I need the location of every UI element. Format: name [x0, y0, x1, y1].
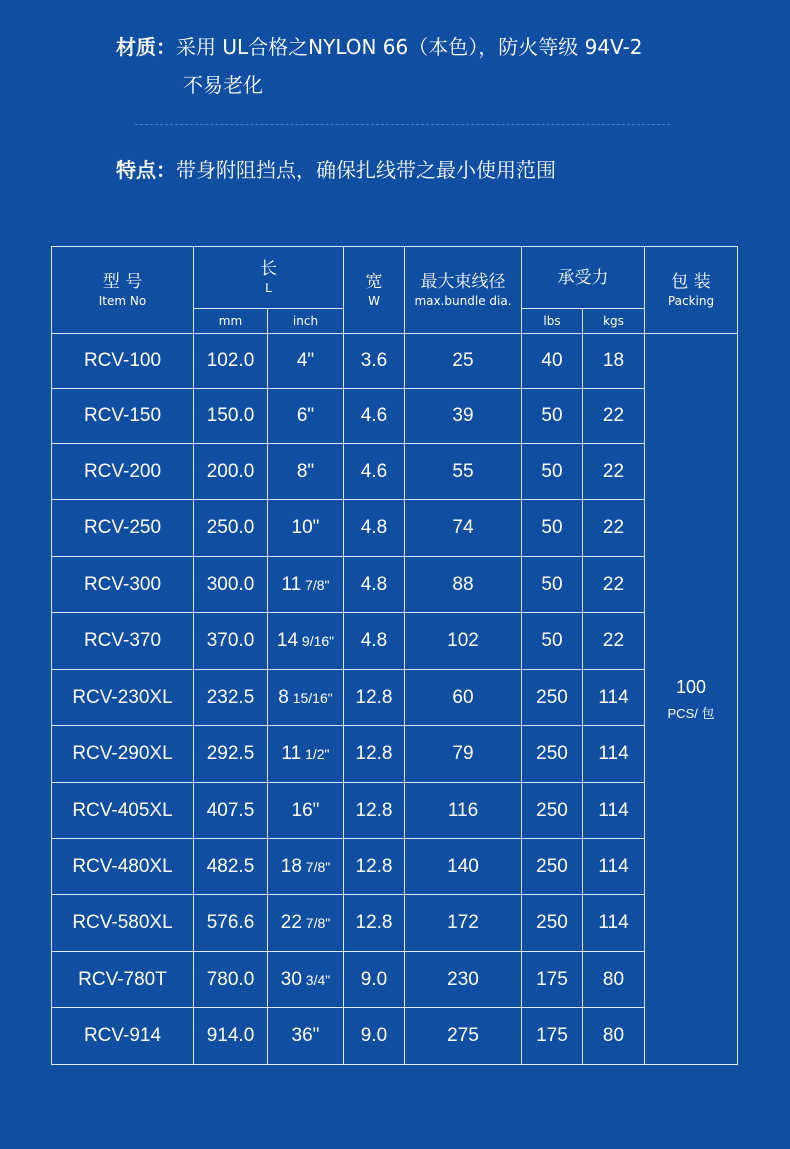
- table-row: [52, 500, 738, 557]
- cell-model: RCV-370: [52, 613, 194, 670]
- cell-length-mm: 914.0: [194, 1008, 268, 1065]
- cell-width: 4.6: [344, 389, 405, 444]
- header-length-inch: inch: [268, 309, 344, 334]
- inch-fraction: 7/8": [301, 858, 331, 875]
- cell-model: RCV-300: [52, 557, 194, 613]
- cell-length-inch: [268, 895, 344, 952]
- cell-bundle: 60: [405, 670, 522, 726]
- cell-kgs: 114: [583, 839, 645, 895]
- cell-length-mm: 780.0: [194, 952, 268, 1008]
- cell-lbs: 250: [522, 839, 583, 895]
- cell-model: RCV-480XL: [52, 839, 194, 895]
- cell-length-mm: 576.6: [194, 895, 268, 952]
- cell-length-mm: 250.0: [194, 500, 268, 557]
- inch-fraction: 9/16": [298, 633, 335, 649]
- material-text: 采用 UL合格之NYLON 66（本色），防火等级 94V-2: [176, 35, 643, 59]
- cell-bundle: 275: [405, 1008, 522, 1065]
- inch-whole: 22: [280, 912, 302, 933]
- cell-kgs: 114: [583, 895, 645, 952]
- cell-width: 12.8: [344, 670, 405, 726]
- table-header: [52, 247, 738, 334]
- cell-model: RCV-200: [52, 444, 194, 500]
- cell-width: 3.6: [344, 334, 405, 389]
- cell-bundle: 172: [405, 895, 522, 952]
- cell-lbs: 175: [522, 952, 583, 1008]
- inch-fraction: 7/8": [301, 576, 330, 593]
- inch-whole: 11: [281, 743, 302, 764]
- cell-width: 12.8: [344, 839, 405, 895]
- cell-lbs: 50: [522, 389, 583, 444]
- cell-length-inch: [268, 1008, 344, 1065]
- material-line: [116, 34, 643, 60]
- table-row: [52, 726, 738, 783]
- inch-whole: 6": [296, 405, 315, 426]
- cell-model: RCV-230XL: [52, 670, 194, 726]
- cell-kgs: 22: [583, 500, 645, 557]
- dashed-divider: [135, 124, 670, 125]
- table-row: [52, 670, 738, 726]
- cell-kgs: 80: [583, 952, 645, 1008]
- cell-lbs: 250: [522, 895, 583, 952]
- packing-unit: PCS/ 包: [667, 706, 715, 721]
- inch-whole: 10": [291, 517, 320, 538]
- inch-whole: 11: [281, 573, 302, 595]
- cell-kgs: 114: [583, 670, 645, 726]
- table-row: [52, 334, 738, 389]
- cell-lbs: 50: [522, 613, 583, 670]
- cell-model: RCV-405XL: [52, 783, 194, 839]
- cell-length-inch: [268, 613, 344, 670]
- cell-length-inch: [268, 783, 344, 839]
- header-bundle: 最大束线径 max.bundle dia.: [405, 247, 522, 334]
- cell-length-mm: 370.0: [194, 613, 268, 670]
- cell-bundle: 116: [405, 783, 522, 839]
- header-strength-lbs: lbs: [522, 309, 583, 334]
- inch-whole: 8": [296, 460, 315, 482]
- inch-whole: 16": [291, 799, 320, 821]
- cell-length-mm: 292.5: [194, 726, 268, 783]
- cell-length-mm: 102.0: [194, 334, 268, 389]
- feature-text: 带身附阻挡点，确保扎线带之最小使用范围: [176, 158, 556, 182]
- cell-width: 9.0: [344, 952, 405, 1008]
- cell-kgs: 22: [583, 557, 645, 613]
- cell-length-mm: 200.0: [194, 444, 268, 500]
- cell-length-inch: [268, 557, 344, 613]
- inch-fraction: 7/8": [301, 915, 331, 931]
- feature-label: 特点：: [116, 158, 176, 182]
- cell-model: RCV-580XL: [52, 895, 194, 952]
- cell-width: 4.8: [344, 557, 405, 613]
- cell-kgs: 18: [583, 334, 645, 389]
- inch-fraction: 3/4": [301, 971, 331, 988]
- cell-kgs: 114: [583, 783, 645, 839]
- cell-width: 12.8: [344, 895, 405, 952]
- table-row: [52, 839, 738, 895]
- cell-bundle: 88: [405, 557, 522, 613]
- inch-fraction: 1/2": [301, 746, 330, 762]
- material-label: 材质：: [116, 35, 176, 59]
- cell-kgs: 114: [583, 726, 645, 783]
- cell-length-inch: [268, 444, 344, 500]
- cell-width: 4.6: [344, 444, 405, 500]
- cell-length-mm: 150.0: [194, 389, 268, 444]
- table-row: [52, 444, 738, 500]
- cell-length-inch: [268, 670, 344, 726]
- cell-bundle: 140: [405, 839, 522, 895]
- cell-model: RCV-100: [52, 334, 194, 389]
- table-row: [52, 783, 738, 839]
- cell-bundle: 74: [405, 500, 522, 557]
- cell-bundle: 55: [405, 444, 522, 500]
- cell-lbs: 50: [522, 444, 583, 500]
- cell-kgs: 22: [583, 444, 645, 500]
- cell-length-inch: [268, 839, 344, 895]
- header-length: 长 L: [194, 247, 344, 309]
- inch-whole: 8: [278, 686, 289, 708]
- header-model: 型 号 Item No: [52, 247, 194, 334]
- header-packing: 包 装 Packing: [645, 247, 738, 334]
- table-row: [52, 895, 738, 952]
- cell-model: RCV-290XL: [52, 726, 194, 783]
- cell-model: RCV-914: [52, 1008, 194, 1065]
- cell-lbs: 40: [522, 334, 583, 389]
- cell-lbs: 175: [522, 1008, 583, 1065]
- cell-width: 12.8: [344, 783, 405, 839]
- cell-bundle: 25: [405, 334, 522, 389]
- inch-whole: 36": [291, 1025, 320, 1046]
- cell-bundle: 39: [405, 389, 522, 444]
- cell-length-mm: 482.5: [194, 839, 268, 895]
- cell-length-inch: [268, 726, 344, 783]
- table-row: [52, 389, 738, 444]
- packing-quantity: 100: [675, 677, 707, 697]
- cell-model: RCV-780T: [52, 952, 194, 1008]
- table-body: [52, 334, 738, 1065]
- table-row: [52, 557, 738, 613]
- inch-whole: 4": [296, 350, 315, 371]
- cell-packing: [645, 334, 738, 1065]
- cell-length-mm: 300.0: [194, 557, 268, 613]
- table-row: [52, 613, 738, 670]
- cell-kgs: 22: [583, 613, 645, 670]
- cell-lbs: 50: [522, 557, 583, 613]
- header-width: 宽 W: [344, 247, 405, 334]
- cell-bundle: 230: [405, 952, 522, 1008]
- spec-table: [51, 246, 738, 1065]
- cell-bundle: 102: [405, 613, 522, 670]
- cell-model: RCV-250: [52, 500, 194, 557]
- cell-lbs: 250: [522, 726, 583, 783]
- header-strength: 承受力: [522, 247, 645, 309]
- cell-kgs: 22: [583, 389, 645, 444]
- cell-lbs: 250: [522, 783, 583, 839]
- feature-line: [116, 157, 556, 183]
- cell-length-inch: [268, 500, 344, 557]
- inch-fraction: 15/16": [288, 689, 333, 706]
- cell-lbs: 250: [522, 670, 583, 726]
- table-row: [52, 1008, 738, 1065]
- cell-width: 4.8: [344, 613, 405, 670]
- material-text-line2: 不易老化: [183, 73, 263, 97]
- cell-kgs: 80: [583, 1008, 645, 1065]
- header-length-mm: mm: [194, 309, 268, 334]
- cell-length-mm: 232.5: [194, 670, 268, 726]
- header-strength-kgs: kgs: [583, 309, 645, 334]
- cell-width: 4.8: [344, 500, 405, 557]
- cell-lbs: 50: [522, 500, 583, 557]
- inch-whole: 18: [280, 855, 302, 877]
- table-row: [52, 952, 738, 1008]
- cell-length-mm: 407.5: [194, 783, 268, 839]
- cell-bundle: 79: [405, 726, 522, 783]
- cell-length-inch: [268, 334, 344, 389]
- cell-width: 9.0: [344, 1008, 405, 1065]
- cell-length-inch: [268, 952, 344, 1008]
- cell-length-inch: [268, 389, 344, 444]
- cell-width: 12.8: [344, 726, 405, 783]
- inch-whole: 14: [276, 630, 299, 651]
- cell-model: RCV-150: [52, 389, 194, 444]
- inch-whole: 30: [280, 968, 302, 990]
